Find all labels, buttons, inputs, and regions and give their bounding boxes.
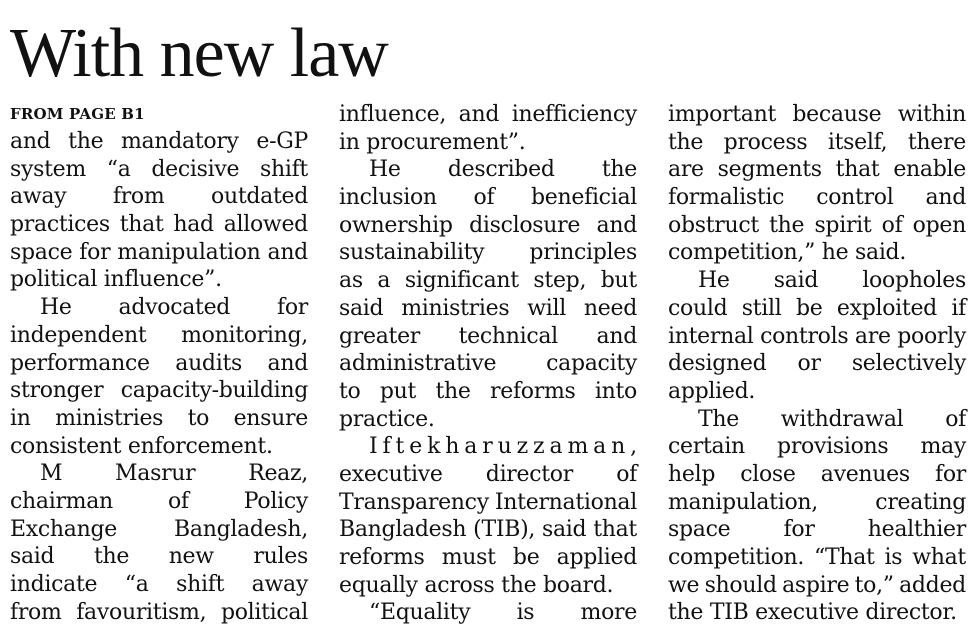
text-line: sustainability principles (339, 240, 637, 266)
text-line: indicate “a shift away (10, 572, 308, 597)
text-line: Exchange Bangladesh, (10, 516, 308, 542)
text-line: practice. (339, 406, 435, 432)
text-line: executive director of (339, 461, 637, 487)
text-line: manipulation, creating (668, 489, 966, 515)
text-line: in ministries to ensure (10, 405, 308, 431)
text-line: internal controls are poorly (668, 323, 966, 349)
text-line: we should aspire to,” added (668, 572, 966, 598)
text-line: performance audits and (10, 350, 308, 376)
text-line: the process itself, there (668, 129, 966, 155)
article-column-1 (10, 101, 308, 626)
text-line: He advocated for (40, 295, 308, 321)
text-line: equally across the board. (339, 572, 614, 598)
text-line: formalistic control and (668, 185, 966, 211)
text-line: are segments that enable (668, 157, 966, 183)
text-line: could still be exploited if (668, 295, 966, 321)
text-line: obstruct the spirit of open (668, 212, 966, 238)
text-line: independent monitoring, (10, 322, 308, 348)
text-line: He described the (369, 157, 637, 183)
text-line: space for manipulation and (10, 239, 308, 265)
text-line: said the new rules (10, 544, 308, 570)
text-line: influence, and inefficiency (339, 102, 637, 127)
text-line: from favouritism, political (10, 599, 308, 625)
text-line: said ministries will need (339, 295, 637, 321)
article-column-3 (668, 101, 966, 627)
text-line: applied. (668, 378, 756, 404)
text-line: to put the reforms into (339, 378, 637, 404)
headline: With new law (10, 15, 388, 92)
text-line: as a significant step, but (339, 268, 637, 294)
text-line: administrative capacity (339, 351, 637, 377)
text-line: away from outdated (10, 184, 308, 210)
text-line: important because within (668, 102, 966, 127)
text-line: He said loopholes (698, 268, 966, 294)
text-line: M Masrur Reaz, (40, 461, 308, 487)
text-line: practices that had allowed (10, 212, 308, 238)
article-column-2 (339, 101, 637, 627)
text-line: designed or selectively (668, 351, 966, 377)
text-line: Transparency International (339, 489, 637, 515)
text-line: political influence”. (10, 267, 222, 293)
text-line: chairman of Policy (10, 488, 308, 514)
text-line: I f t e k h a r u z z a m a n , (369, 434, 637, 460)
text-line: system “a decisive shift (10, 156, 308, 182)
text-line: help close avenues for (668, 461, 966, 487)
text-line: space for healthier (668, 517, 966, 543)
text-line: consistent enforcement. (10, 433, 273, 459)
page-reference-kicker: FROM PAGE B1 (10, 105, 145, 123)
text-line: inclusion of beneficial (339, 185, 637, 211)
text-line: Bangladesh (TIB), said that (339, 517, 637, 543)
text-line: greater technical and (339, 323, 637, 349)
text-line: The withdrawal of (698, 406, 966, 432)
text-line: “Equality is more (369, 600, 637, 626)
text-line: the TIB executive director. (668, 600, 957, 626)
text-line: stronger capacity-building (10, 378, 308, 404)
text-line: competition,” he said. (668, 240, 907, 266)
text-line: certain provisions may (668, 434, 966, 460)
text-line: reforms must be applied (339, 545, 637, 570)
text-line: and the mandatory e-GP (10, 129, 308, 154)
text-line: competition. “That is what (668, 545, 966, 570)
text-line: in procurement”. (339, 129, 526, 155)
text-line: ownership disclosure and (339, 212, 637, 238)
